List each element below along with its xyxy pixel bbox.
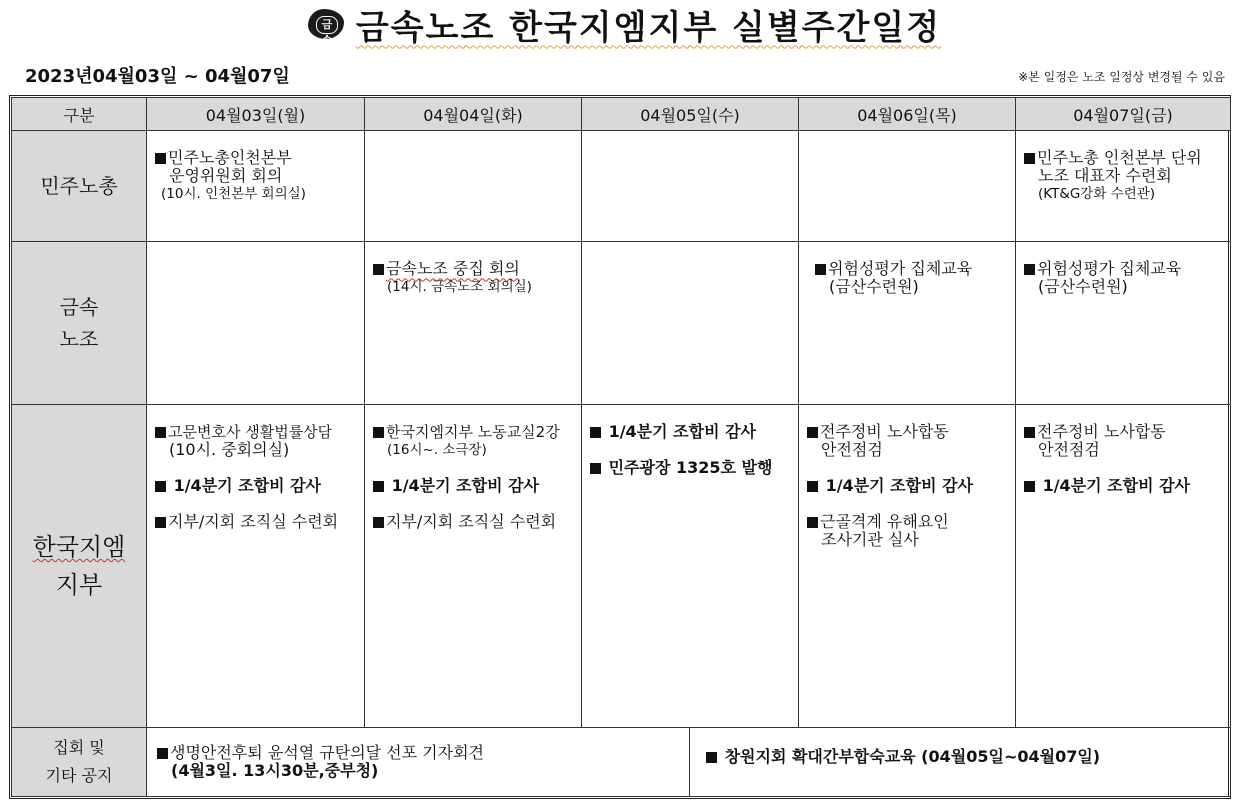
day-header: 04월06일(목) [799, 98, 1016, 131]
day-header: 04월05일(수) [582, 98, 799, 131]
row-label: 금속 노조 [12, 242, 147, 404]
schedule-item: 지부/지회 조직실 수련회 [373, 513, 573, 531]
bullet-square-icon [155, 427, 166, 438]
schedule-cell [1016, 242, 1231, 404]
row-gm-korea-branch [12, 404, 1231, 727]
schedule-cell [365, 131, 582, 242]
schedule-item: 한국지엠지부 노동교실2강 (16시~. 소극장) [373, 423, 573, 459]
bullet-square-icon [807, 427, 818, 438]
schedule-item: 전주정비 노사합동 안전점검 [1024, 423, 1222, 459]
bullet-square-icon [1024, 153, 1035, 164]
row-label: 민주노총 [12, 131, 147, 242]
schedule-cell [582, 131, 799, 242]
schedule-item: 민주광장 1325호 발행 [590, 459, 790, 477]
bullet-square-icon [807, 481, 818, 492]
day-header: 04월04일(화) [365, 98, 582, 131]
row-notice [12, 727, 1231, 796]
row-label: 집회 및 기타 공지 [12, 727, 147, 796]
corner-header: 구분 [12, 98, 147, 131]
schedule-item: 1/4분기 조합비 감사 [155, 477, 356, 495]
schedule-item: 민주노총인천본부 운영위원회 회의 (10시. 인천본부 회의실) [155, 149, 356, 203]
schedule-item: 위험성평가 집체교육 (금산수련원) [815, 260, 1007, 296]
bullet-square-icon [373, 481, 384, 492]
schedule-item: 금속노조 중집 회의 (14시. 금속노조 회의실) [373, 260, 573, 296]
bullet-square-icon [373, 517, 384, 528]
union-logo-icon: 금속 [306, 6, 346, 42]
bullet-square-icon [1024, 264, 1035, 275]
schedule-cell [1016, 131, 1231, 242]
schedule-item: 민주노총 인천본부 단위 노조 대표자 수련회 (KT&G강화 수련관) [1024, 149, 1222, 203]
notice-item-left: 생명안전후퇴 윤석열 규탄의달 선포 기자회견 (4월3일. 13시30분,중부청) [147, 728, 690, 796]
title-bar [0, 2, 1247, 46]
header-row [12, 98, 1231, 131]
schedule-item: 1/4분기 조합비 감사 [373, 477, 573, 495]
schedule-cell [799, 404, 1016, 727]
schedule-cell [147, 131, 365, 242]
schedule-cell [582, 404, 799, 727]
schedule-cell [799, 131, 1016, 242]
bullet-square-icon [1024, 481, 1035, 492]
bullet-square-icon [155, 517, 166, 528]
row-kmwu [12, 242, 1231, 404]
day-header: 04월07일(금) [1016, 98, 1231, 131]
schedule-item: 전주정비 노사합동 안전점검 [807, 423, 1007, 459]
bullet-square-icon [590, 463, 601, 474]
row-label: 한국지엠 지부 [12, 404, 147, 727]
page-title: 금속노조 한국지엠지부 실별주간일정 [355, 7, 942, 48]
change-notice: ※본 일정은 노조 일정상 변경될 수 있음 [1018, 70, 1225, 84]
bullet-square-icon [373, 264, 384, 275]
bullet-square-icon [590, 427, 601, 438]
day-header: 04월03일(월) [147, 98, 365, 131]
notice-item-right: 창원지회 확대간부합숙교육 (04월05일~04월07일) [690, 728, 1230, 796]
bullet-square-icon [815, 264, 826, 275]
schedule-cell [147, 404, 365, 727]
schedule-cell [799, 242, 1016, 404]
bullet-square-icon [807, 517, 818, 528]
schedule-cell [365, 242, 582, 404]
notice-cell [147, 727, 1231, 796]
schedule-item: 고문변호사 생활법률상담 (10시. 중회의실) [155, 423, 356, 459]
schedule-cell [1016, 404, 1231, 727]
schedule-item: 지부/지회 조직실 수련회 [155, 513, 356, 531]
bullet-square-icon [155, 481, 166, 492]
period-label: 2023년04월03일 ~ 04월07일 [25, 66, 290, 87]
schedule-cell [582, 242, 799, 404]
schedule-cell [147, 242, 365, 404]
schedule-item: 1/4분기 조합비 감사 [1024, 477, 1222, 495]
row-kctu [12, 131, 1231, 242]
bullet-square-icon [155, 153, 166, 164]
schedule-item: 위험성평가 집체교육 (금산수련원) [1024, 260, 1222, 296]
schedule-item: 1/4분기 조합비 감사 [807, 477, 1007, 495]
schedule-item: 1/4분기 조합비 감사 [590, 423, 790, 441]
schedule-table [11, 97, 1231, 797]
bullet-square-icon [373, 427, 384, 438]
schedule-cell [365, 404, 582, 727]
bullet-square-icon [1024, 427, 1035, 438]
bullet-square-icon [706, 752, 717, 763]
schedule-item: 근골격계 유해요인 조사기관 실사 [807, 513, 1007, 549]
bullet-square-icon [157, 748, 168, 759]
